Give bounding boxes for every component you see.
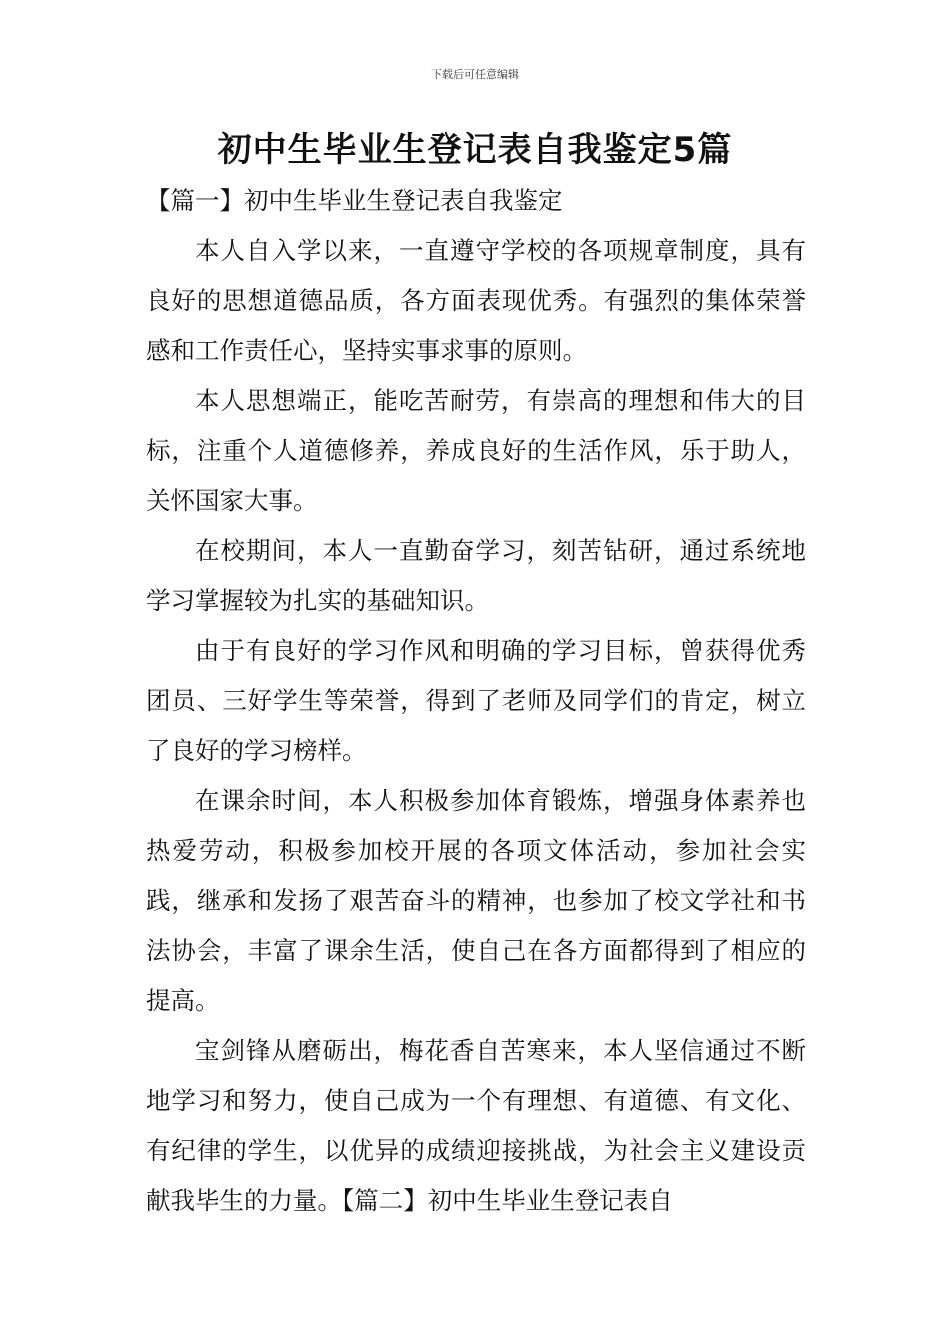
paragraph: 在课余时间，本人积极参加体育锻炼，增强身体素养也热爱劳动，积极参加校开展的各项文体活动，参加社会实践，继承和发扬了艰苦奋斗的精神，也参加了校文学社和书法协会，丰富了课余生活，使自己在各方面都得到了相应的提高。 (146, 786, 806, 1015)
section-heading: 【篇一】初中生毕业生登记表自我鉴定 (146, 186, 563, 215)
paragraph: 宝剑锋从磨砺出，梅花香自苦寒来，本人坚信通过不断地学习和努力，使自己成为一个有理想、有道德、有文化、有纪律的学生，以优异的成绩迎接挑战，为社会主义建设贡献我毕生的力量。【篇二】初中生毕业生登记表自 (146, 1036, 806, 1215)
paragraph: 在校期间，本人一直勤奋学习，刻苦钻研，通过系统地学习掌握较为扎实的基础知识。 (146, 536, 806, 615)
paragraph: 本人思想端正，能吃苦耐劳，有崇高的理想和伟大的目标，注重个人道德修养，养成良好的生活作风，乐于助人，关怀国家大事。 (146, 386, 806, 515)
header-note: 下载后可任意编辑 (431, 68, 519, 81)
document-title: 初中生毕业生登记表自我鉴定5篇 (217, 130, 733, 170)
paragraph: 由于有良好的学习作风和明确的学习目标，曾获得优秀团员、三好学生等荣誉，得到了老师及同学们的肯定，树立了良好的学习榜样。 (146, 636, 806, 765)
document-body (146, 176, 806, 1226)
paragraph: 本人自入学以来，一直遵守学校的各项规章制度，具有良好的思想道德品质，各方面表现优秀。有强烈的集体荣誉感和工作责任心，坚持实事求事的原则。 (146, 236, 806, 365)
